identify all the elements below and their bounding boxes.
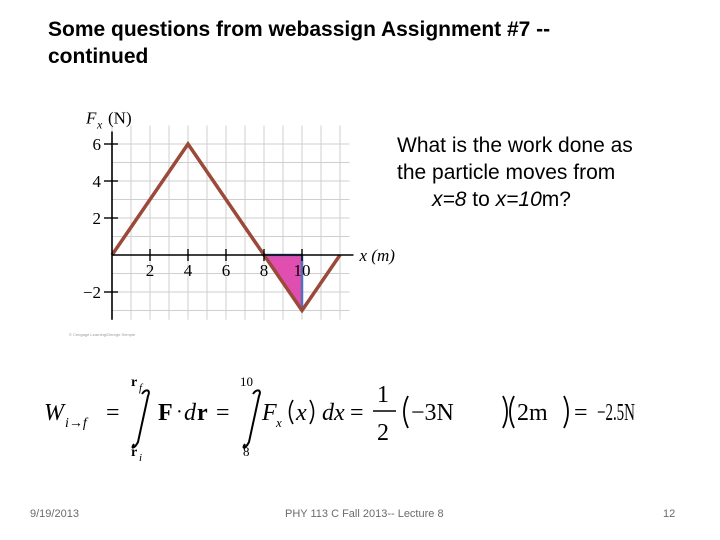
eq-factor2: 2m [517,400,548,426]
slide-title-line2: continued [48,45,149,68]
question-x-from-value: 8 [454,188,467,211]
x-axis-label: x (m) [359,246,395,265]
eq-result: −2.5N [597,400,635,426]
eq-lower-limit-sub: i [139,452,143,464]
eq-factor1: −3N [411,400,454,426]
eq-upper-limit-10: 10 [240,374,253,389]
eq-equals-3: = [350,400,364,426]
eq-factor1-paren-left [404,396,408,428]
x-tick-label: 2 [145,261,155,280]
eq-integrand-dot: · [176,401,183,423]
eq-factor2-paren-right [564,396,568,428]
eq-factor2-paren-left [510,396,514,428]
question-text [397,132,697,213]
image-credit: © Cengage Learning/George Semple [69,331,136,337]
eq-paren-right [310,400,314,424]
y-tick-label: 2 [92,209,101,228]
work-equation [40,370,640,465]
eq-equals-2: = [216,400,230,426]
slide-title-line1: Some questions from webassign Assignment #7 -- [48,18,551,41]
eq-equals-4: = [574,400,588,426]
eq-frac-denominator: 2 [377,420,389,446]
eq-integrand2-sub: x [276,415,282,430]
eq-integral-sign-2 [244,390,260,447]
footer-course: PHY 113 C Fall 2013-- Lecture 8 [285,508,444,520]
y-axis-label-unit: (N) [108,108,132,128]
question-x-to-label: x= [495,188,519,211]
y-tick-label: 6 [92,135,101,154]
eq-lhs-sub: i→f [65,416,87,431]
eq-equals-1: = [106,400,120,426]
footer-date: 9/19/2013 [30,508,79,520]
y-axis-label-symbol: F [86,108,97,128]
y-tick-label: 4 [92,172,101,191]
question-x-from-label: x= [432,188,455,211]
x-tick-label: 10 [293,261,311,280]
force-position-graph [40,80,395,350]
eq-upper-limit-sub: f [139,382,143,394]
x-tick-label: 4 [183,261,193,280]
x-tick-label: 8 [259,261,269,280]
slide-title [48,16,668,70]
eq-paren-left [290,400,294,424]
eq-integrand-d: d [184,400,196,426]
eq-upper-limit-r: r [131,375,138,390]
eq-integrand-f: F [158,400,173,426]
question-x-to-value: 10 [518,188,542,211]
eq-lower-limit-8: 8 [243,444,250,459]
y-axis-label-subscript: x [97,117,103,132]
question-line2: the particle moves from [397,161,616,184]
footer-page-number: 12 [663,508,676,520]
graph-labels [69,109,395,337]
eq-lower-limit-r: r [131,445,138,460]
eq-integrand2-x: x [296,400,307,426]
eq-integrand-r: r [197,400,208,426]
eq-frac-numerator: 1 [377,382,389,408]
y-tick-label: −2 [82,283,101,302]
x-tick-label: 6 [221,261,231,280]
question-line3 [397,186,697,213]
question-line1: What is the work done as [397,134,633,157]
eq-integrand2-dx: dx [322,400,345,426]
eq-integral-sign-1 [133,390,149,447]
eq-integrand2-f: F [262,400,277,426]
eq-factor1-paren-right [503,396,507,428]
eq-lhs-w: W [44,400,64,426]
question-unit: m? [541,188,571,211]
question-to: to [466,188,496,211]
